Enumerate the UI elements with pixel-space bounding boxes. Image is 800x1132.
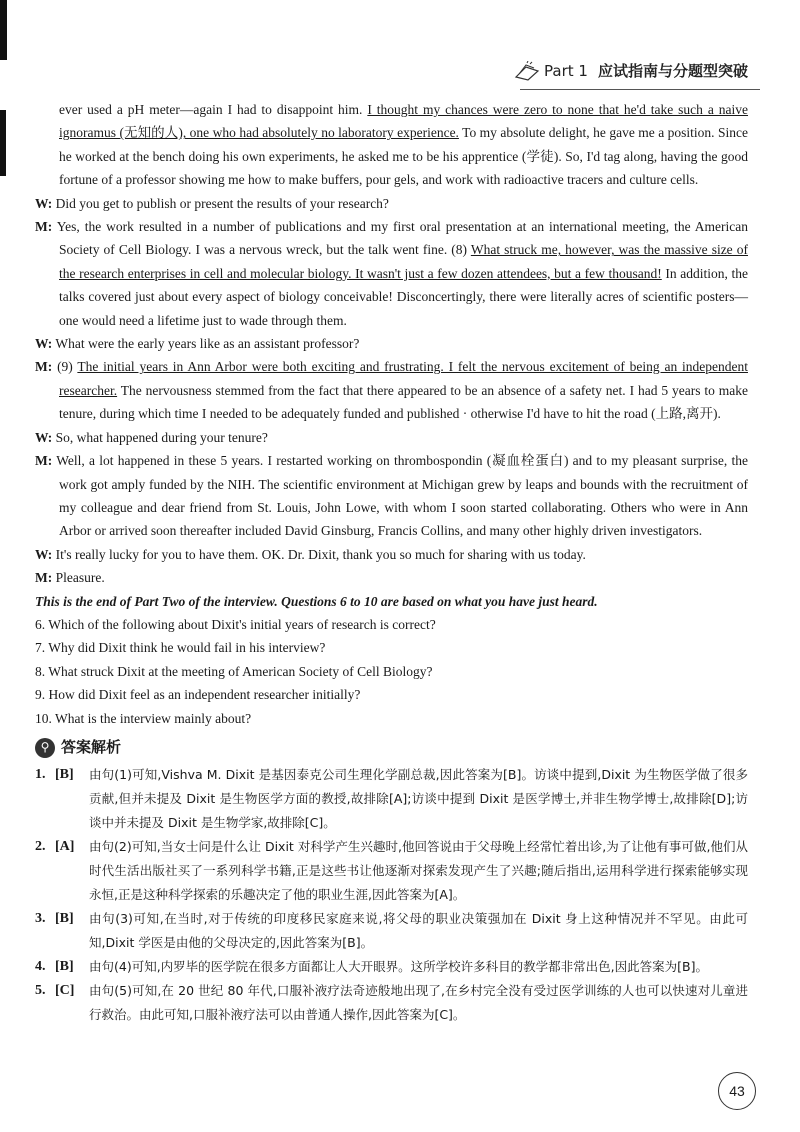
dialogue-paragraph: ever used a pH meter—again I had to disappoint him. I thought my chances were zero to none that he'd take such a naive ignoramus (无知的人), one who had absolutely no laboratory experience. To my absolute delight, he gave me a position. Since he worked at the bench doing his own experiments, he asked me to be his apprentice (学徒). So, I'd tag along, having the good fortune of a professor showing me how to make buffers, pour gels, and work with radioactive tracers and culture cells.: [59, 102, 749, 188]
answer-number: 2.: [35, 839, 46, 855]
question-item: 8. What struck Dixit at the meeting of American Society of Cell Biology?: [35, 663, 433, 679]
speaker-label: M:: [35, 570, 53, 586]
speaker-label: W:: [35, 429, 53, 445]
answer-explanation: 由句(1)可知,Vishva M. Dixit 是基因泰克公司生理化学副总裁,因此答案为[B]。访谈中提到,Dixit 为生物医学做了很多贡献,但并未提及 Dixit 是生物医学方面的教授,故排除[A];访谈中提到 Dixit 是医学博士,并非生物学博士,故排除[D];访谈中并未提及 Dixit 是生物学家,故排除[C]。: [89, 767, 748, 831]
magnifier-icon: ⚲: [35, 738, 55, 758]
dialogue-line: W: So, what happened during your tenure?: [35, 429, 268, 445]
dialogue-line: M: (9) The initial years in Ann Arbor were both exciting and frustrating. I felt the nervous excitement of being an independent researcher. The nervousness stemmed from the fact that there appeared to be an absence of a safety net. I had 5 years to make tenure, during which time I needed to be adequately funded and published · otherwise I'd have to hit the road (上路,离开).: [35, 359, 748, 422]
question-item: 6. Which of the following about Dixit's initial years of research is correct?: [35, 616, 436, 632]
answer-number: 3.: [35, 911, 46, 927]
answer-item: [35, 763, 748, 835]
answer-number: 1.: [35, 767, 46, 783]
answer-letter: [A]: [55, 839, 75, 855]
question-item: 9. How did Dixit feel as an independent researcher initially?: [35, 687, 361, 703]
underlined-sentence: I thought my chances were zero to none that he'd take such a naive ignoramus (无知的人), one who had absolutely no laboratory experience.: [59, 102, 749, 141]
speaker-label: W:: [35, 546, 53, 562]
answer-item: [35, 979, 748, 1027]
end-note: This is the end of Part Two of the interview. Questions 6 to 10 are based on what you have just heard.: [35, 593, 598, 609]
answer-item: [35, 835, 748, 907]
dialogue-line: M: Pleasure.: [35, 570, 105, 586]
question-item: 7. Why did Dixit think he would fail in his interview?: [35, 640, 326, 656]
dialogue-line: W: It's really lucky for you to have them. OK. Dr. Dixit, thank you so much for sharing with us today.: [35, 546, 586, 562]
answer-letter: [B]: [55, 911, 74, 927]
header-rule: [520, 89, 760, 90]
answer-explanation: 由句(2)可知,当女士问是什么让 Dixit 对科学产生兴趣时,他回答说由于父母晚上经常忙着出诊,为了让他有事可做,他们从时代生活出版社买了一系列科学书籍,正是这些书让他逐渐对探索发现产生了兴趣;随后指出,运用科学进行探索能够实现永恒,正是这种科学探索的乐趣决定了他的职业生涯,因此答案为[A]。: [89, 839, 748, 903]
underlined-sentence: What struck me, however, was the massive size of the research enterprises in cell and molecular biology. It wasn't just a few dozen attendees, but a few thousand!: [59, 242, 748, 281]
scan-edge-mark: [0, 0, 7, 60]
speaker-label: W:: [35, 195, 53, 211]
underlined-sentence: The initial years in Ann Arbor were both exciting and frustrating. I felt the nervous excitement of being an independent researcher.: [59, 359, 748, 398]
answer-letter: [B]: [55, 767, 74, 783]
dialogue-line: W: Did you get to publish or present the results of your research?: [35, 195, 389, 211]
answer-number: 4.: [35, 959, 46, 975]
document-body: [35, 98, 748, 1027]
answer-letter: [C]: [55, 983, 75, 999]
speaker-label: M:: [35, 453, 53, 469]
answers-title: 答案解析: [61, 737, 122, 756]
header-part: Part 1: [544, 61, 588, 80]
answer-letter: [B]: [55, 959, 74, 975]
speaker-label: M:: [35, 219, 53, 235]
header-title: 应试指南与分题型突破: [597, 62, 748, 80]
dialogue-line: M: Well, a lot happened in these 5 years. I restarted working on thrombospondin (凝血栓蛋白) and to my pleasant surprise, the work got amply funded by the NIH. The scientific environment at Michigan grew by leaps and bounds with the recruitment of my colleague and dear friend from St. Louis, John Lowe, with whom I soon started collaborating. Others who were in Ann Arbor or arrived soon thereafter included David Ginsburg, Francis Collins, and many other highly driven investigators.: [35, 453, 748, 539]
page-header: [514, 60, 748, 81]
answer-item: [35, 907, 748, 955]
speaker-label: M:: [35, 359, 53, 375]
book-icon: [514, 61, 540, 81]
answer-explanation: 由句(3)可知,在当时,对于传统的印度移民家庭来说,将父母的职业决策强加在 Dixit 身上这种情况并不罕见。由此可知,Dixit 学医是由他的父母决定的,因此答案为[B]。: [89, 911, 748, 951]
dialogue-line: M: Yes, the work resulted in a number of publications and my first oral presentation at an international meeting, the American Society of Cell Biology. I was a nervous wreck, but the talk went fine. (8) What struck me, however, was the massive size of the research enterprises in cell and molecular biology. It wasn't just a few dozen attendees, but a few thousand! In addition, the talks covered just about every aspect of biology conceivable! Disconcertingly, there were literally acres of scientific posters—one would need a lifetime just to wade through them.: [35, 219, 748, 328]
answers-heading: [35, 736, 748, 759]
answer-explanation: 由句(4)可知,内罗毕的医学院在很多方面都让人大开眼界。这所学校许多科目的教学都非常出色,因此答案为[B]。: [89, 959, 708, 975]
scan-edge-mark: [0, 110, 6, 176]
answer-explanation: 由句(5)可知,在 20 世纪 80 年代,口服补液疗法奇迹般地出现了,在乡村完全没有受过医学训练的人也可以快速对儿童进行救治。由此可知,口服补液疗法可以由普通人操作,因此答案为[C]。: [89, 983, 748, 1023]
page-number: 43: [718, 1072, 756, 1110]
answer-item: [35, 955, 748, 979]
answer-number: 5.: [35, 983, 46, 999]
speaker-label: W:: [35, 336, 53, 352]
dialogue-line: W: What were the early years like as an assistant professor?: [35, 336, 360, 352]
question-item: 10. What is the interview mainly about?: [35, 710, 252, 726]
